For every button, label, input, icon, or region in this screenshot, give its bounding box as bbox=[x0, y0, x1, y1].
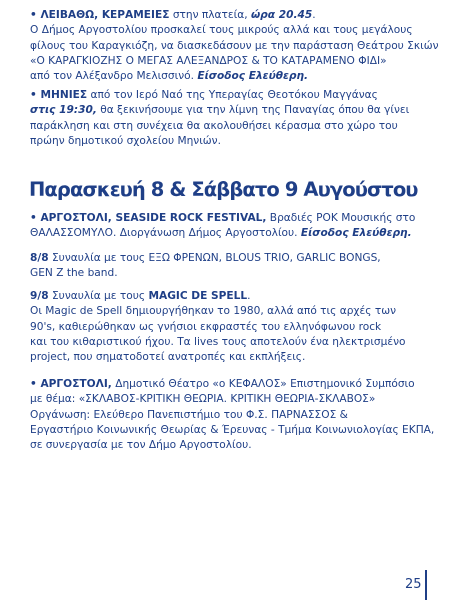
text-line bbox=[30, 408, 430, 423]
text-line bbox=[30, 119, 430, 134]
text-line bbox=[30, 423, 435, 438]
text-run: 8/8 bbox=[30, 252, 49, 264]
section-heading: Παρασκευή 8 & Σάββατο 9 Αυγούστου bbox=[29, 178, 418, 201]
text-line bbox=[30, 438, 430, 453]
concert-9-8 bbox=[30, 289, 430, 365]
text-run: ώρα 20.45 bbox=[250, 9, 313, 21]
text-run: project, που σηματοδοτεί ανατροπές και εκπλήξεις. bbox=[30, 351, 306, 364]
text-line bbox=[30, 304, 430, 319]
text-run: ΘΑΛΑΣΣΟΜΥΛΟ. Διοργάνωση Δήμος Αργοστολίου. bbox=[30, 227, 301, 240]
text-run: ΜΗΝΙΕΣ bbox=[40, 89, 88, 101]
text-line bbox=[30, 377, 430, 392]
text-run: . bbox=[312, 9, 316, 21]
text-run: Εργαστήριο Κοινωνικής Θεωρίας & Έρευνας - Τμήμα Κοινωνιολογίας ΕΚΠΑ, bbox=[30, 423, 435, 436]
event-minies bbox=[30, 88, 430, 149]
text-line bbox=[30, 335, 430, 350]
text-run: ΑΡΓΟΣΤΟΛΙ, SEASIDE ROCK FESTIVAL, bbox=[40, 212, 267, 224]
text-run: . bbox=[247, 290, 251, 302]
text-run: • bbox=[30, 89, 41, 101]
text-line bbox=[30, 134, 430, 149]
text-run: ΑΡΓΟΣΤΟΛΙ, bbox=[40, 378, 112, 390]
text-run: • bbox=[30, 378, 41, 390]
text-line bbox=[30, 350, 430, 365]
event-leivatho-keramies bbox=[30, 8, 439, 84]
text-run: στην πλατεία, bbox=[169, 9, 251, 21]
text-line bbox=[30, 392, 430, 407]
text-run: Οι Magic de Spell δημιουργήθηκαν το 1980, αλλά από τις αρχές των bbox=[30, 305, 397, 318]
text-run: Συναυλία με τους bbox=[48, 290, 149, 302]
text-line bbox=[30, 69, 430, 84]
text-run: ΛΕΙΒΑΘΩ, ΚΕΡΑΜΕΙΕΣ bbox=[40, 9, 170, 21]
text-run: Βραδιές ΡΟΚ Μουσικής στο bbox=[266, 212, 416, 224]
text-line bbox=[30, 289, 430, 304]
text-run: 90's, καθιερώθηκαν ως γνήσιοι εκφραστές του ελληνόφωνου rock bbox=[30, 320, 382, 333]
text-run: από τον Ιερό Ναό της Υπεραγίας Θεοτόκου Μαγγάνας bbox=[87, 89, 378, 101]
text-run: MAGIC DE SPELL bbox=[148, 290, 248, 302]
text-run: πρώην δημοτικού σχολείου Μηνιών. bbox=[30, 134, 221, 147]
text-run: «Ο ΚΑΡΑΓΚΙΟΖΗΣ Ο ΜΕΓΑΣ ΑΛΕΞΑΝΔΡΟΣ & ΤΟ ΚΑΤΑΡΑΜΕΝΟ ΦΙΔΙ» bbox=[30, 54, 387, 67]
text-line bbox=[30, 211, 430, 226]
text-run: παράκληση και στη συνέχεια θα ακολουθήσει κέρασμα στο χώρο του bbox=[30, 119, 398, 132]
page-edge-line bbox=[425, 570, 427, 600]
text-line bbox=[30, 39, 439, 54]
text-run: Είσοδος Ελεύθερη. bbox=[300, 227, 412, 240]
text-run: 9/8 bbox=[30, 290, 49, 302]
text-line bbox=[30, 320, 430, 335]
text-run: με θέμα: «ΣΚΛΑΒΟΣ-ΚΡΙΤΙΚΗ ΘΕΩΡΙΑ. ΚΡΙΤΙΚΗ ΘΕΩΡΙΑ-ΣΚΛΑΒΟΣ» bbox=[30, 393, 376, 406]
concert-8-8 bbox=[30, 251, 430, 282]
text-run: θα ξεκινήσουμε για την λίμνη της Παναγίας όπου θα γίνει bbox=[96, 104, 410, 117]
text-line bbox=[30, 266, 430, 281]
event-seaside-rock-festival bbox=[30, 211, 430, 242]
text-run: • bbox=[30, 9, 41, 21]
text-run: από τον Αλέξανδρο Μελισσινό. bbox=[30, 70, 198, 83]
text-line bbox=[30, 88, 430, 103]
text-run: Οργάνωση: Ελεύθερο Πανεπιστήμιο του Φ.Σ. ΠΑΡΝΑΣΣΟΣ & bbox=[30, 408, 348, 421]
text-run: GEN Z the band. bbox=[30, 267, 118, 280]
text-run: Ο Δήμος Αργοστολίου προσκαλεί τους μικρούς αλλά και τους μεγάλους bbox=[30, 24, 413, 37]
text-run: στις 19:30, bbox=[30, 104, 97, 117]
text-run: • bbox=[30, 212, 41, 224]
text-run: Είσοδος Ελεύθερη. bbox=[197, 70, 309, 83]
text-run: σε συνεργασία με τον Δήμο Αργοστολίου. bbox=[30, 439, 252, 452]
text-line bbox=[30, 54, 430, 69]
text-line bbox=[30, 8, 430, 23]
event-symposium bbox=[30, 377, 435, 453]
text-run: φίλους του Καραγκιόζη, να διασκεδάσουν με την παράσταση Θεάτρου Σκιών bbox=[30, 39, 439, 52]
text-line bbox=[30, 226, 430, 241]
text-line bbox=[30, 103, 430, 118]
page-number: 25 bbox=[405, 577, 422, 592]
text-run: Συναυλία με τους ΕΞΩ ΦΡΕΝΩΝ, BLOUS TRIO, GARLIC BONGS, bbox=[48, 252, 381, 264]
text-run: Δημοτικό Θέατρο «ο ΚΕΦΑΛΟΣ» Επιστημονικό Συμπόσιο bbox=[111, 378, 415, 390]
text-line bbox=[30, 23, 430, 38]
text-run: και του κιθαριστικού ήχου. Τα lives τους αποτελούν ένα ηλεκτρισμένο bbox=[30, 335, 406, 348]
text-line bbox=[30, 251, 430, 266]
